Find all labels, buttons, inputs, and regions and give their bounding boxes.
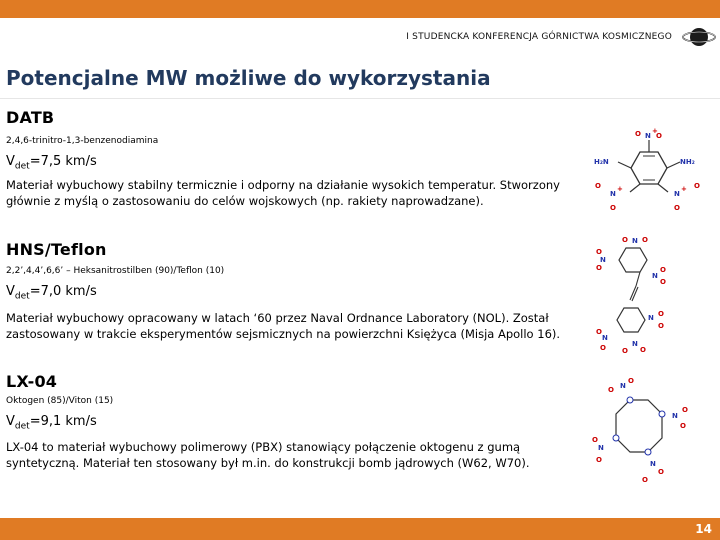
page-number: 14 — [695, 522, 712, 536]
top-accent-bar — [0, 0, 720, 18]
svg-text:O: O — [610, 204, 616, 212]
svg-text:O: O — [600, 344, 606, 352]
svg-text:O: O — [658, 310, 664, 318]
svg-text:H₂N: H₂N — [594, 158, 609, 166]
svg-text:O: O — [660, 278, 666, 286]
detonation-velocity-lx04: $V_{det}=9,1$ km/s — [6, 414, 97, 432]
svg-text:N: N — [632, 237, 638, 245]
planet-ring-logo-icon — [682, 24, 716, 50]
svg-text:O: O — [642, 236, 648, 244]
hns-molecule-icon — [596, 236, 670, 356]
svg-text:N: N — [652, 272, 658, 280]
svg-text:O: O — [660, 266, 666, 274]
svg-text:+: + — [681, 185, 687, 193]
svg-text:N: N — [645, 132, 651, 140]
section-subtitle-hns-teflon: 2,2’,4,4’,6,6’ – Heksanitrostilben (90)/Teflon (10) — [6, 266, 225, 276]
section-description-hns-teflon: Materiał wybuchowy opracowany w latach ‘60 przez Naval Ordnance Laboratory (NOL). Został zastosowany w trakcie eksperymentów sejsmicznych na powierzchni Księżyca (Misja Apollo 16). — [6, 311, 561, 341]
svg-text:N: N — [610, 190, 616, 198]
svg-text:N: N — [672, 412, 678, 420]
svg-text:N: N — [632, 340, 638, 348]
conference-name: I STUDENCKA KONFERENCJA GÓRNICTWA KOSMICZNEGO — [406, 32, 672, 42]
svg-text:N: N — [648, 314, 654, 322]
svg-text:O: O — [640, 346, 646, 354]
svg-text:O: O — [596, 248, 602, 256]
svg-text:NH₂: NH₂ — [680, 158, 695, 166]
svg-text:O: O — [622, 236, 628, 244]
svg-text:O: O — [592, 436, 598, 444]
svg-text:O: O — [694, 182, 700, 190]
svg-text:O: O — [628, 378, 634, 385]
bottom-accent-bar — [0, 518, 720, 540]
section-description-datb: Materiał wybuchowy stabilny termicznie i odporny na działanie wysokich temperatur. Stworzony głównie z myślą o zastosowaniu do celów wojskowych (np. rakiety naprowadzane). — [6, 178, 560, 208]
svg-text:N: N — [650, 460, 656, 468]
detonation-velocity-datb: $V_{det}=7,5$ km/s — [6, 154, 97, 172]
svg-text:+: + — [652, 127, 658, 135]
section-subtitle-datb: 2,4,6-trinitro-1,3-benzenodiamina — [6, 136, 159, 146]
svg-text:N: N — [620, 382, 626, 390]
svg-text:O: O — [656, 132, 662, 140]
svg-text:N: N — [674, 190, 680, 198]
section-heading-lx04: LX-04 — [6, 372, 58, 391]
svg-text:N: N — [602, 334, 608, 342]
svg-text:O: O — [596, 264, 602, 272]
section-heading-hns-teflon: HNS/Teflon — [6, 240, 107, 259]
title-divider — [0, 98, 720, 99]
svg-text:O: O — [622, 347, 628, 355]
svg-text:O: O — [658, 322, 664, 330]
svg-text:O: O — [642, 476, 648, 484]
svg-text:O: O — [596, 456, 602, 464]
svg-text:O: O — [596, 328, 602, 336]
svg-text:O: O — [682, 406, 688, 414]
section-heading-datb: DATB — [6, 108, 55, 127]
svg-text:O: O — [595, 182, 601, 190]
svg-text:O: O — [680, 422, 686, 430]
svg-text:O: O — [674, 204, 680, 212]
svg-text:N: N — [600, 256, 606, 264]
svg-text:O: O — [608, 386, 614, 394]
hmx-molecule-icon — [592, 378, 692, 490]
datb-molecule-icon — [590, 124, 718, 216]
section-description-lx04: LX-04 to materiał wybuchowy polimerowy (PBX) stanowiący połączenie oktogenu z gumą syntetyczną. Materiał ten stosowany był m.in. do konstrukcji bomb jądrowych (W62, W70). — [6, 440, 530, 470]
svg-text:O: O — [635, 130, 641, 138]
detonation-velocity-hns-teflon: $V_{det}=7,0$ km/s — [6, 284, 97, 302]
section-subtitle-lx04: Oktogen (85)/Viton (15) — [6, 396, 114, 406]
svg-text:N: N — [598, 444, 604, 452]
slide-title: Potencjalne MW możliwe do wykorzystania — [6, 66, 491, 90]
svg-text:O: O — [658, 468, 664, 476]
svg-text:+: + — [617, 185, 623, 193]
